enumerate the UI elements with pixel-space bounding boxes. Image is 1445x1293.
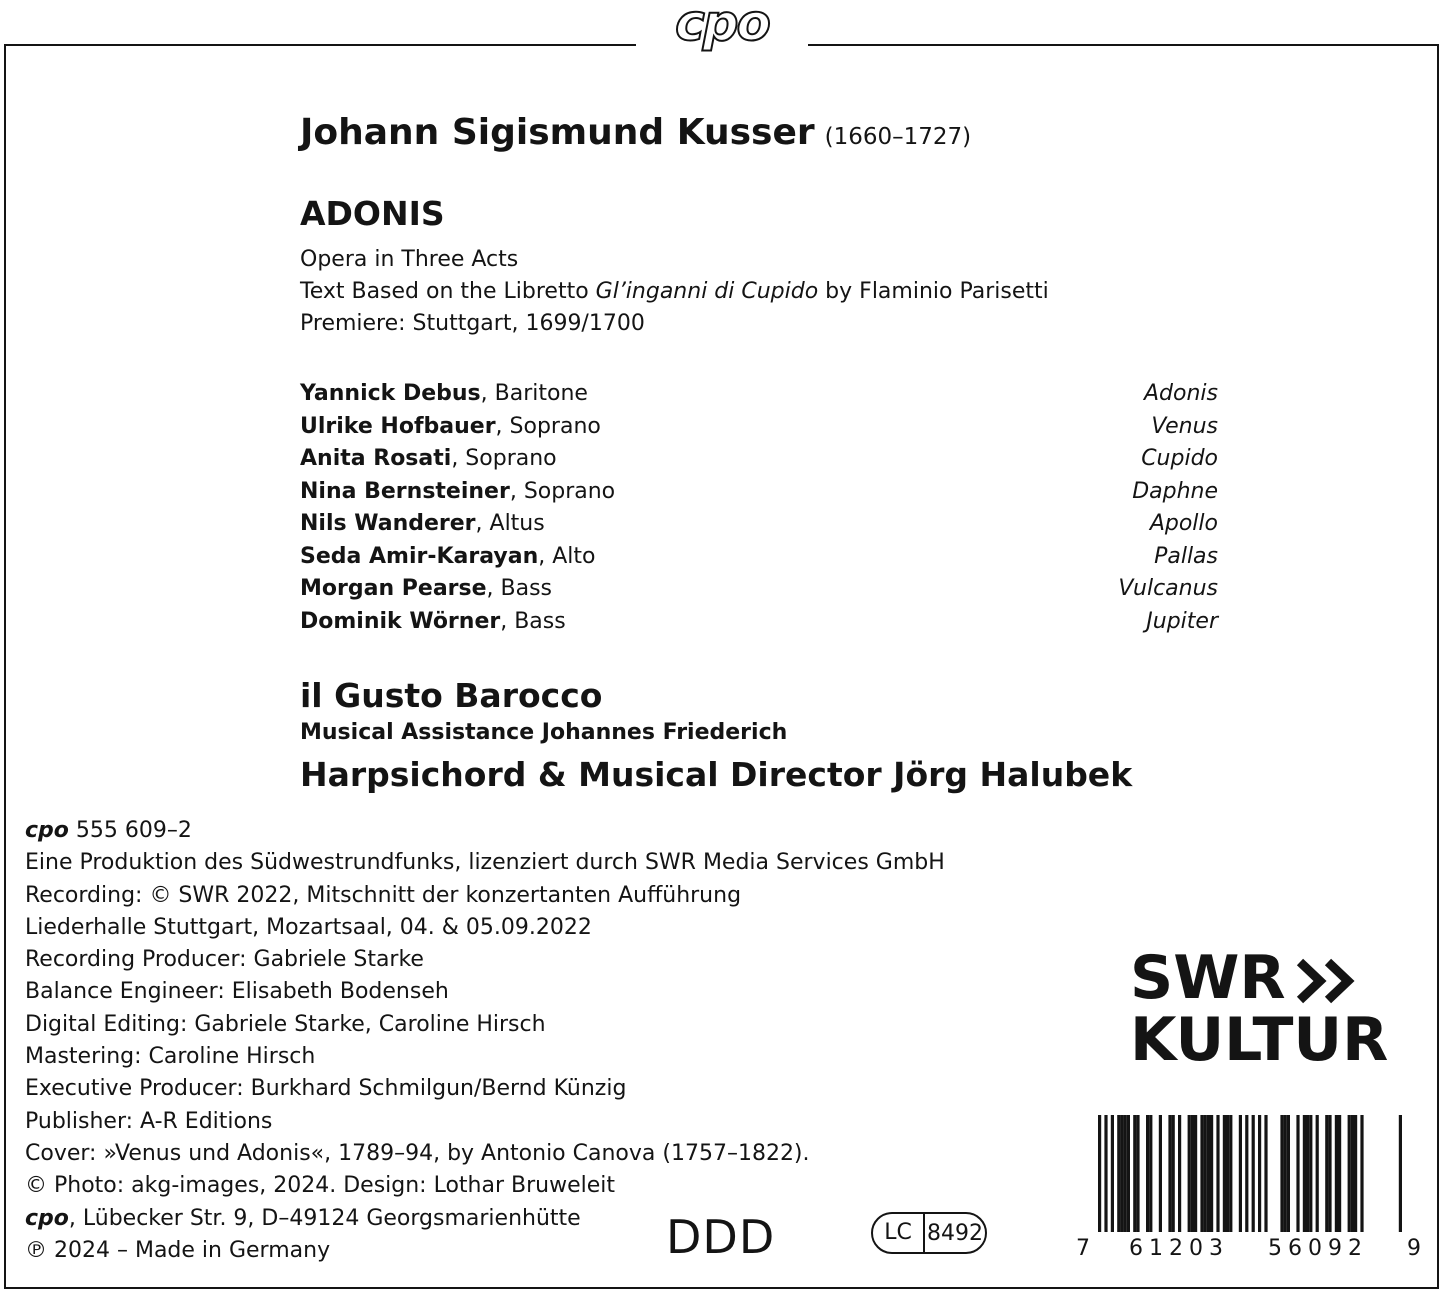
libretto-title: Gl’inganni di Cupido [595, 279, 819, 304]
barcode-bar [1098, 1115, 1101, 1232]
lc-prefix: LC [873, 1214, 925, 1252]
role-name: Adonis [1144, 381, 1218, 406]
double-chevron-icon [1294, 958, 1360, 1004]
barcode-bar [1223, 1115, 1226, 1232]
work-info [300, 244, 1049, 340]
libretto-suffix: by Flaminio Parisetti [818, 279, 1049, 304]
kultur-text: KULTUR [1130, 1005, 1389, 1075]
swr-text: SWR [1130, 943, 1286, 1013]
voice-type: , Bass [500, 608, 566, 634]
composer-name: Johann Sigismund Kusser [300, 112, 815, 153]
barcode-bar [1178, 1115, 1181, 1232]
barcode-bar [1325, 1115, 1328, 1232]
catalog-number-value: 555 609–2 [68, 818, 192, 843]
barcode-digit-first: 7 [1076, 1236, 1090, 1261]
barcode-bar [1264, 1115, 1267, 1232]
barcode-bar [1287, 1115, 1290, 1232]
barcode-bar [1146, 1115, 1149, 1232]
singer-name: Morgan Pearse [300, 576, 487, 601]
barcode-bar [1328, 1115, 1331, 1232]
musical-director: Harpsichord & Musical Director Jörg Halubek [300, 755, 1133, 794]
composer-years: (1660–1727) [824, 124, 972, 150]
barcode-bar [1252, 1115, 1255, 1232]
voice-type: , Baritone [480, 381, 588, 406]
role-name: Apollo [1149, 511, 1218, 536]
singer-name: Dominik Wörner [300, 608, 501, 634]
work-title: ADONIS [300, 194, 445, 233]
barcode-bar [1280, 1115, 1283, 1232]
singer-name: Anita Rosati [300, 446, 452, 471]
barcode-digits [1076, 1236, 1421, 1261]
barcode-bar [1239, 1115, 1242, 1232]
barcode-bar [1124, 1115, 1127, 1232]
role-name: Vulcanus [1118, 576, 1218, 601]
catalog-number [25, 815, 945, 847]
credits-block [25, 815, 945, 1267]
cast-row [300, 606, 1218, 639]
cast-row [300, 443, 1218, 476]
singer-name: Seda Amir-Karayan [300, 543, 539, 569]
singer-name: Nils Wanderer [300, 511, 476, 536]
barcode-bar [1316, 1115, 1319, 1232]
voice-type: , Soprano [495, 413, 601, 439]
barcode-bar [1351, 1115, 1354, 1232]
barcode-bar [1136, 1115, 1139, 1232]
credit-line: Liederhalle Stuttgart, Mozartsaal, 04. & 05.09.2022 [25, 914, 592, 940]
musical-assistance: Musical Assistance Johannes Friederich [300, 720, 788, 745]
barcode-group-left: 61203 [1129, 1236, 1229, 1261]
barcode-bar [1127, 1115, 1130, 1232]
barcode-bar [1335, 1115, 1338, 1232]
barcode-bar [1354, 1115, 1357, 1232]
credit-line: Mastering: Caroline Hirsch [25, 1044, 316, 1070]
barcode-bar [1399, 1115, 1402, 1232]
cast-row [300, 573, 1218, 606]
barcode-bar [1216, 1115, 1219, 1232]
lc-number: 8492 [927, 1220, 983, 1246]
credit-line: Executive Producer: Burkhard Schmilgun/Bernd Künzig [25, 1076, 627, 1102]
address-line [25, 1203, 945, 1235]
credit-line: Eine Produktion des Südwestrundfunks, lizenziert durch SWR Media Services GmbH [25, 850, 945, 876]
role-name: Pallas [1154, 543, 1218, 569]
credit-line: Recording: © SWR 2022, Mitschnitt der konzertanten Aufführung [25, 882, 742, 908]
barcode-bar [1360, 1115, 1363, 1232]
work-subtitle: Opera in Three Acts [300, 247, 519, 272]
credit-line: Recording Producer: Gabriele Starke [25, 947, 424, 973]
barcode-bar [1348, 1115, 1351, 1232]
barcode-bar [1229, 1115, 1232, 1232]
cpo-brand: cpo [25, 1205, 69, 1231]
role-name: Cupido [1141, 446, 1218, 471]
barcode-bar [1194, 1115, 1197, 1232]
singer-name: Nina Bernsteiner [300, 478, 510, 504]
barcode-bar [1338, 1115, 1341, 1232]
cast-row [300, 541, 1218, 574]
cast-row [300, 508, 1218, 541]
singer-name: Ulrike Hofbauer [300, 413, 496, 439]
credit-line: © Photo: akg-images, 2024. Design: Lothar Bruweleit [25, 1173, 616, 1199]
credit-line: Cover: »Venus und Adonis«, 1789–94, by Antonio Canova (1757–1822). [25, 1140, 810, 1166]
barcode-bar [1303, 1115, 1306, 1232]
composer-heading [300, 112, 971, 153]
credit-line: Publisher: A-R Editions [25, 1108, 273, 1134]
barcode-digit-last: 9 [1407, 1236, 1421, 1261]
barcode-bar [1191, 1115, 1194, 1232]
voice-type: , Altus [475, 511, 545, 536]
barcode-bar [1296, 1115, 1299, 1232]
barcode-icon [1098, 1115, 1402, 1232]
barcode-bar [1149, 1115, 1152, 1232]
barcode-bar [1168, 1115, 1171, 1232]
barcode-bar [1172, 1115, 1175, 1232]
voice-type: , Alto [538, 543, 596, 569]
cpo-brand: cpo [25, 818, 69, 843]
barcode-bar [1133, 1115, 1136, 1232]
premiere-line: Premiere: Stuttgart, 1699/1700 [300, 311, 645, 336]
barcode-bar [1306, 1115, 1309, 1232]
singer-name: Yannick Debus [300, 381, 481, 406]
voice-type: , Soprano [509, 478, 616, 504]
swr-kultur-logo [1130, 943, 1389, 1075]
role-name: Venus [1151, 413, 1218, 439]
barcode-group-right: 56092 [1268, 1236, 1368, 1261]
barcode-bar [1284, 1115, 1287, 1232]
barcode-bar [1245, 1115, 1248, 1232]
barcode-bar [1258, 1115, 1261, 1232]
ensemble-name: il Gusto Barocco [300, 676, 603, 715]
libretto-prefix: Text Based on the Libretto [300, 279, 596, 304]
cpo-logo: cpo [636, 0, 808, 46]
barcode-bar [1207, 1115, 1210, 1232]
barcode-bar [1204, 1115, 1207, 1232]
barcode-bar [1200, 1115, 1203, 1232]
barcode-bar [1117, 1115, 1120, 1232]
cast-list [300, 378, 1218, 638]
barcode-bar [1111, 1115, 1114, 1232]
copyright-line: ℗ 2024 – Made in Germany [25, 1237, 331, 1263]
cast-row [300, 411, 1218, 444]
barcode-bar [1159, 1115, 1162, 1232]
libretto-line [300, 276, 1049, 308]
barcode-bar [1309, 1115, 1312, 1232]
ddd-badge: DDD [666, 1210, 776, 1264]
barcode-bar [1104, 1115, 1107, 1232]
label-code-badge [871, 1212, 987, 1254]
voice-type: , Bass [486, 576, 553, 601]
barcode-bar [1226, 1115, 1229, 1232]
voice-type: , Soprano [451, 446, 557, 471]
credit-line: Digital Editing: Gabriele Starke, Caroline Hirsch [25, 1011, 546, 1037]
barcode-bar [1120, 1115, 1123, 1232]
credit-line: Balance Engineer: Elisabeth Bodenseh [25, 979, 449, 1005]
cast-row [300, 476, 1218, 509]
barcode-bar [1210, 1115, 1213, 1232]
role-name: Jupiter [1146, 608, 1218, 634]
cast-row [300, 378, 1218, 411]
barcode-bar [1188, 1115, 1191, 1232]
role-name: Daphne [1132, 478, 1218, 504]
address-text: , Lübecker Str. 9, D–49124 Georgsmarienhütte [68, 1205, 581, 1231]
